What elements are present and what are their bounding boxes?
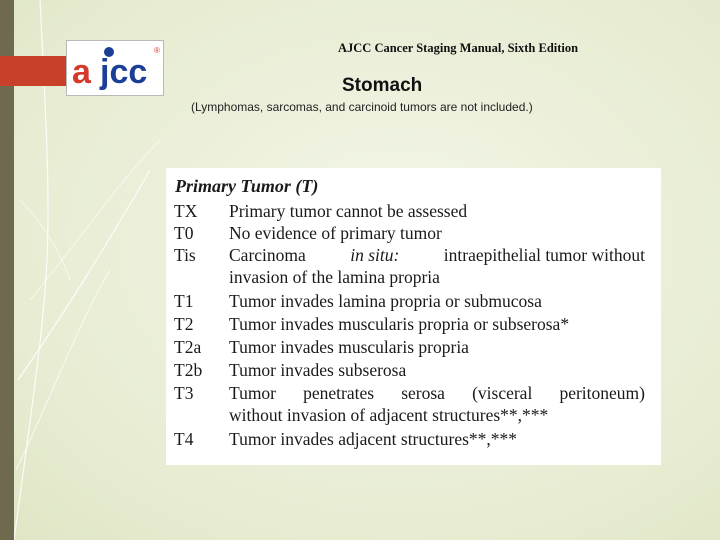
t-description: Tumor invades lamina propria or submucosa <box>229 291 542 311</box>
t-code: T3 <box>174 383 194 403</box>
page-title: Stomach <box>342 75 423 96</box>
t-description: Tumor invades adjacent structures**,*** <box>229 429 518 449</box>
desc-prefix: Carcinoma <box>229 245 306 265</box>
table-row <box>166 383 661 405</box>
t-code: T0 <box>174 223 194 243</box>
t-description: No evidence of primary tumor <box>229 223 442 243</box>
panel-heading: Primary Tumor (T) <box>175 176 319 196</box>
table-row <box>166 360 661 382</box>
table-row <box>166 223 661 245</box>
desc-rest: intraepithelial tumor without <box>443 245 645 265</box>
ajcc-logo-icon <box>67 41 165 97</box>
logo-jcc: jcc <box>100 53 148 91</box>
t-code: T1 <box>174 291 194 311</box>
table-row <box>166 429 661 451</box>
logo-a: a <box>72 53 91 91</box>
t-code: T4 <box>174 429 194 449</box>
desc-word: peritoneum) <box>559 383 645 403</box>
desc-italic: in situ: <box>350 245 400 265</box>
t-code: T2 <box>174 314 194 334</box>
t-description <box>229 383 645 404</box>
t-description: Tumor invades muscularis propria <box>229 337 469 357</box>
t-description: Primary tumor cannot be assessed <box>229 201 468 221</box>
red-accent-band <box>0 56 66 86</box>
t-description: Tumor invades muscularis propria or subserosa* <box>229 314 570 334</box>
t-description: without invasion of adjacent structures**,*** <box>229 405 549 425</box>
desc-word: Tumor <box>229 383 277 403</box>
manual-title: AJCC Cancer Staging Manual, Sixth Edition <box>338 41 579 55</box>
t-description: Tumor invades subserosa <box>229 360 407 380</box>
table-row <box>166 267 661 289</box>
desc-word: serosa <box>401 383 445 403</box>
table-row <box>166 245 661 267</box>
t-code: TX <box>174 201 198 221</box>
logo-registered-mark: ® <box>154 46 160 55</box>
table-row <box>166 337 661 359</box>
table-row <box>166 405 661 427</box>
table-row <box>166 201 661 223</box>
table-row <box>166 314 661 336</box>
t-code: T2a <box>174 337 202 357</box>
t-code: T2b <box>174 360 203 380</box>
t-description: invasion of the lamina propria <box>229 267 440 287</box>
staging-table <box>166 168 661 465</box>
ajcc-logo <box>66 40 164 96</box>
desc-word: penetrates <box>303 383 375 403</box>
t-description <box>229 245 645 266</box>
table-row <box>166 291 661 313</box>
subtitle: (Lymphomas, sarcomas, and carcinoid tumors are not included.) <box>191 100 533 114</box>
t-code: Tis <box>174 245 196 265</box>
desc-word: (visceral <box>472 383 533 403</box>
